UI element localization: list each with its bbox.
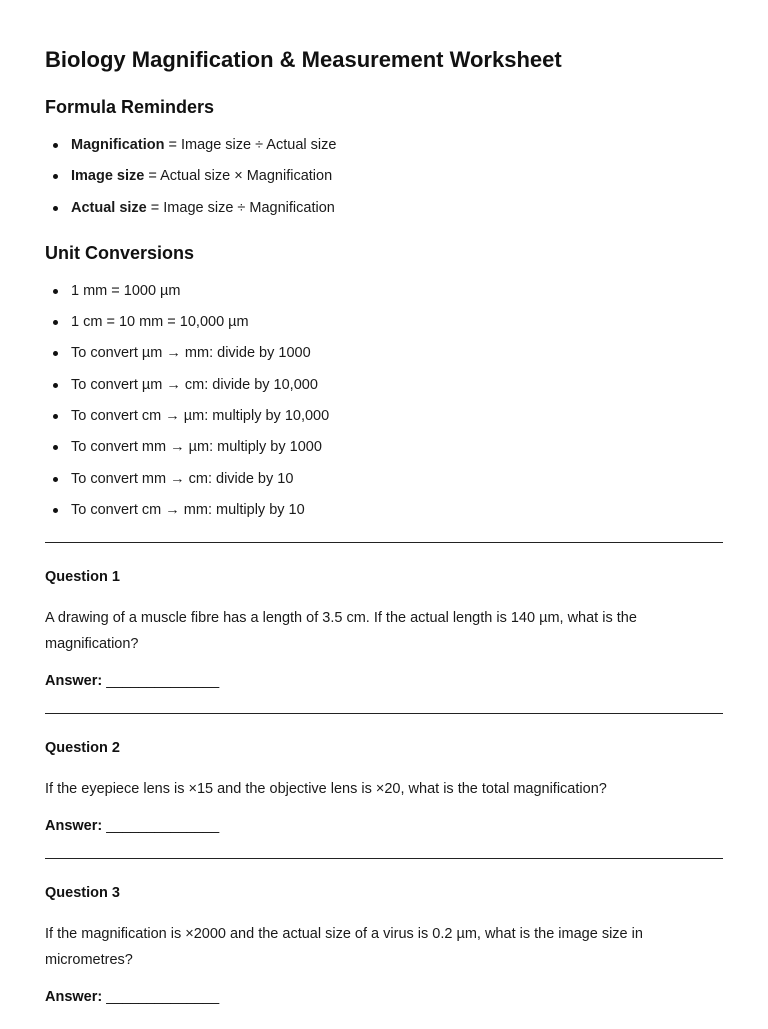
formula-list <box>45 130 723 224</box>
formula-item <box>71 130 723 161</box>
answer-label: Answer: <box>45 989 107 1006</box>
conversion-item: To convert µm → mm: divide by 1000 <box>71 338 723 369</box>
question-text: If the eyepiece lens is ×15 and the objective lens is ×20, what is the total magnification? <box>45 781 607 798</box>
answer-blank[interactable]: ______________ <box>106 989 220 1006</box>
formula-term: Magnification <box>71 137 165 153</box>
question-title: Question 3 <box>45 885 120 902</box>
question-title: Question 2 <box>45 740 120 757</box>
formula-item <box>71 161 723 192</box>
question-1 <box>45 543 723 713</box>
formula-text: = Image size ÷ Actual size <box>164 137 337 153</box>
conversion-item: To convert mm → µm: multiply by 1000 <box>71 432 723 463</box>
conversion-item: 1 mm = 1000 µm <box>71 276 723 307</box>
conversion-item: To convert mm → cm: divide by 10 <box>71 464 723 495</box>
question-2 <box>45 714 723 858</box>
answer-line <box>45 816 723 836</box>
page-title: Biology Magnification & Measurement Worksheet <box>45 47 562 72</box>
formula-item <box>71 193 723 224</box>
conversion-heading: Unit Conversions <box>45 242 195 263</box>
question-text: If the magnification is ×2000 and the actual size of a virus is 0.2 µm, what is the image size in micrometres? <box>45 926 643 969</box>
answer-line <box>45 987 723 1007</box>
answer-blank[interactable]: ______________ <box>106 673 220 690</box>
answer-blank[interactable]: ______________ <box>106 818 220 835</box>
question-title: Question 1 <box>45 569 120 586</box>
conversion-item: To convert cm → µm: multiply by 10,000 <box>71 401 723 432</box>
conversion-item: 1 cm = 10 mm = 10,000 µm <box>71 307 723 338</box>
formula-text: = Image size ÷ Magnification <box>146 199 335 216</box>
formula-text: = Actual size × Magnification <box>144 168 333 185</box>
formula-term: Actual size <box>71 199 147 216</box>
conversion-item: To convert µm → cm: divide by 10,000 <box>71 370 723 401</box>
answer-label: Answer: <box>45 673 107 690</box>
answer-label: Answer: <box>45 818 107 835</box>
formula-term: Image size <box>71 168 145 185</box>
answer-line <box>45 671 723 691</box>
conversion-list <box>45 276 723 526</box>
conversion-item: To convert cm → mm: multiply by 10 <box>71 495 723 526</box>
formula-heading: Formula Reminders <box>45 97 215 117</box>
question-3 <box>45 859 723 1029</box>
question-text: A drawing of a muscle fibre has a length of 3.5 cm. If the actual length is 140 µm, what is the magnification? <box>45 610 637 653</box>
